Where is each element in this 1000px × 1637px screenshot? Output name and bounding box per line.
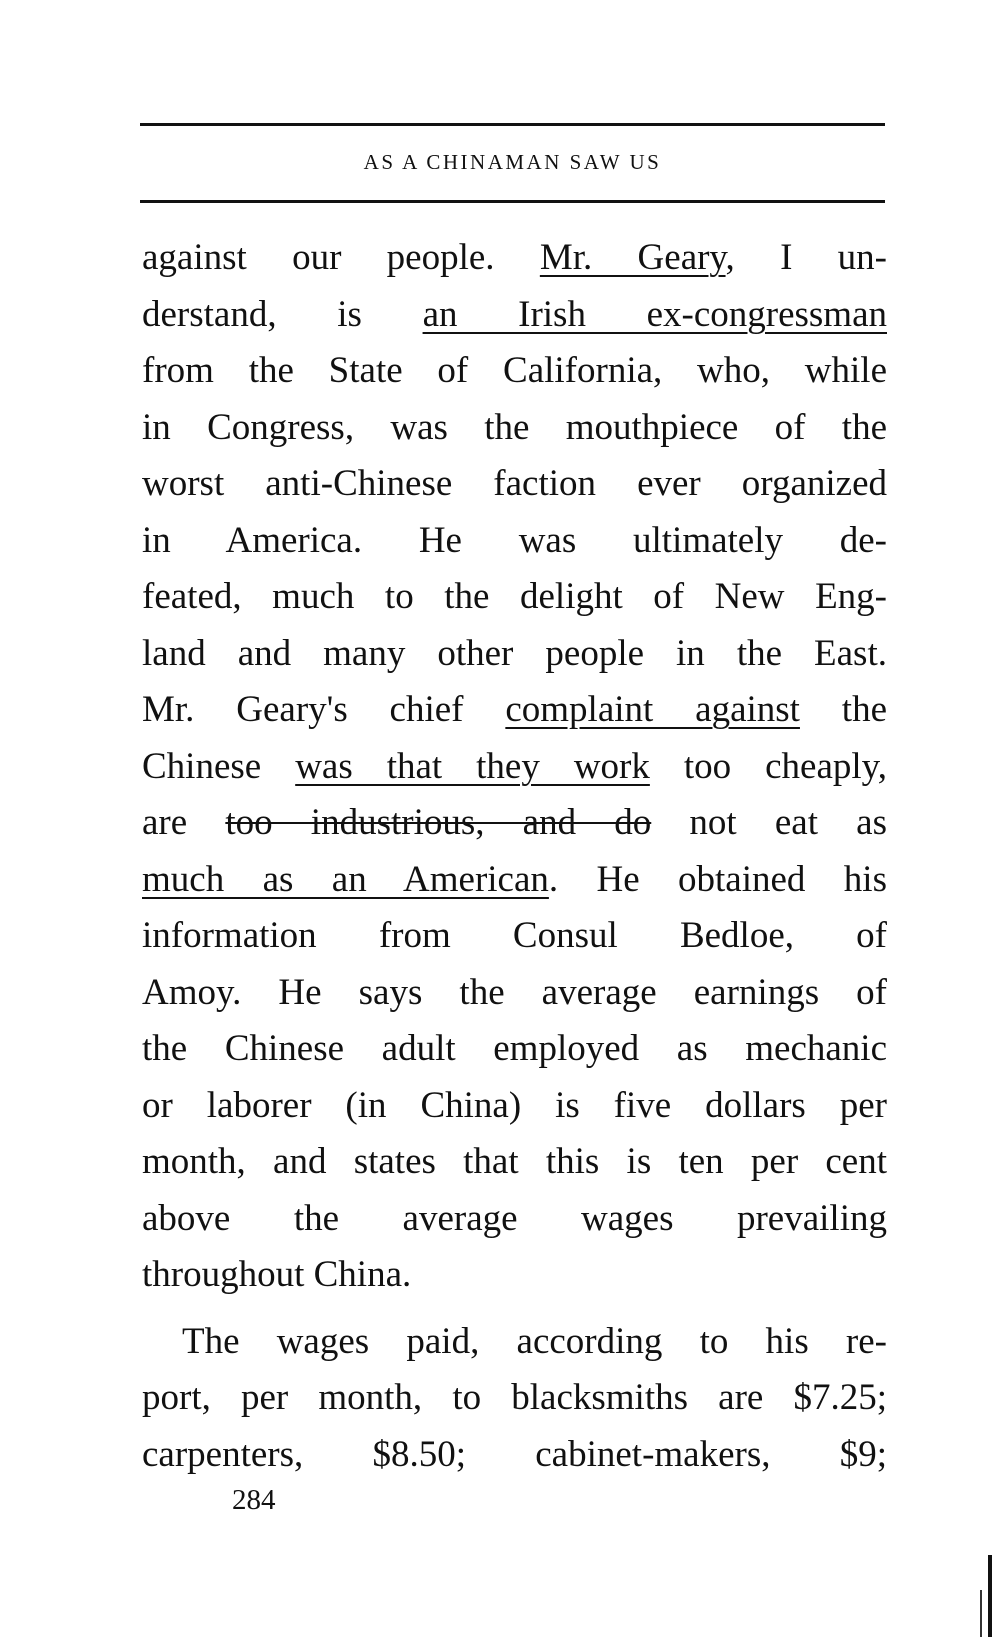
text-line: are too industrious, and do not eat as <box>142 802 887 843</box>
underlined-text: complaint against <box>505 689 800 730</box>
top-rule <box>140 123 885 126</box>
text-line: against our people. Mr. Geary, I un- <box>142 237 887 278</box>
underlined-text: Mr. Geary <box>539 237 726 278</box>
text-line: land and many other people in the East. <box>142 632 887 674</box>
text-line: worst anti-Chinese faction ever organized <box>142 463 887 504</box>
text-line: Mr. Geary's chief complaint against the <box>142 689 887 730</box>
text-line: The wages paid, according to his re- <box>182 1320 887 1362</box>
text-line: information from Consul Bedloe, of <box>142 915 887 956</box>
text-line: month, and states that this is ten per cent <box>142 1141 887 1182</box>
text-line: throughout China. <box>142 1254 412 1295</box>
page-number: 284 <box>232 1484 276 1516</box>
text-line: above the average wages prevailing <box>142 1197 887 1239</box>
page-body <box>142 230 887 1483</box>
underlined-text: much as an American <box>142 858 549 900</box>
running-head: AS A CHINAMAN SAW US <box>363 150 662 174</box>
text-line: Amoy. He says the average earnings of <box>142 971 887 1013</box>
text-line: much as an American. He obtained his <box>142 858 887 900</box>
scan-edge-mark <box>988 1555 992 1637</box>
paragraph-gap <box>142 1304 887 1314</box>
text-line: in Congress, was the mouthpiece of the <box>142 406 887 448</box>
header-rule <box>140 200 885 203</box>
text-line: port, per month, to blacksmiths are $7.25; <box>142 1377 887 1418</box>
scan-edge-mark <box>980 1590 982 1637</box>
struck-through-text: too industrious, and do <box>225 802 652 843</box>
underlined-text: an Irish ex-congressman <box>422 293 887 335</box>
text-line: feated, much to the delight of New Eng- <box>142 576 887 617</box>
text-line: from the State of California, who, while <box>142 350 887 391</box>
text-line: in America. He was ultimately de- <box>142 519 887 561</box>
text-line: carpenters, $8.50; cabinet-makers, $9; <box>142 1433 887 1475</box>
text-line: or laborer (in China) is five dollars per <box>142 1084 887 1126</box>
underlined-text: was that they work <box>295 745 650 787</box>
text-line: Chinese was that they work too cheaply, <box>142 745 887 787</box>
text-line: the Chinese adult employed as mechanic <box>142 1028 887 1069</box>
text-line: derstand, is an Irish ex-congressman <box>142 293 887 335</box>
